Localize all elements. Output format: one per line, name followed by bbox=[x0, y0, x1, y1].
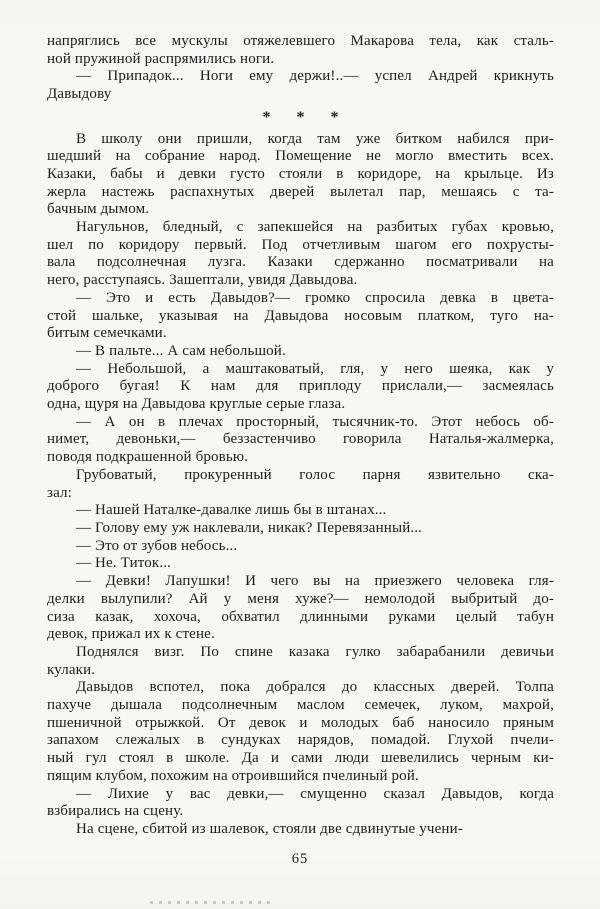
text-line: зал: bbox=[47, 484, 72, 501]
text-line: — Припадок... Ноги ему держи!..— успел Андрей крикнуть bbox=[76, 68, 554, 85]
text-line: Казаки, бабы и девки густо стояли в коридоре, на крыльце. Из bbox=[47, 165, 554, 182]
text-line: бачным дымом. bbox=[47, 201, 150, 218]
paragraph bbox=[47, 821, 554, 839]
text-line: Грубоватый, прокуренный голос парня язвительно ска- bbox=[76, 466, 554, 483]
paragraph bbox=[47, 131, 554, 220]
text-line: доброго бугая! К нам для приплоду прислали,— засмеялась bbox=[47, 378, 554, 395]
text-line: ной пружиной распрямились ноги. bbox=[47, 50, 275, 67]
scan-noise-artifact bbox=[150, 901, 270, 904]
text-line: стой шальке, указывая на Давыдова носовым платком, туго на- bbox=[47, 307, 554, 324]
paragraph bbox=[47, 68, 554, 103]
paragraph bbox=[47, 33, 554, 68]
paragraph bbox=[47, 538, 554, 556]
paragraph bbox=[47, 343, 554, 361]
paragraph bbox=[47, 520, 554, 538]
text-line: кулаки. bbox=[47, 661, 96, 678]
paragraph bbox=[47, 573, 554, 644]
text-line: сиза казак, хохоча, обхватил длинными руками целый табун bbox=[47, 608, 554, 625]
section-separator: * * * bbox=[262, 108, 350, 126]
paragraph bbox=[47, 555, 554, 573]
text-line: поводя подкрашенной бровью. bbox=[47, 449, 249, 466]
text-line: шел по коридору первый. Под отчетливым шагом его похрусты- bbox=[47, 236, 554, 253]
page-number: 65 bbox=[291, 851, 309, 867]
paragraph bbox=[47, 502, 554, 520]
text-line: — Это и есть Давыдов?— громко спросила девка в цвета- bbox=[76, 289, 554, 306]
text-line: запахом слежалых в сундуках нарядов, помадой. Глухой пчели- bbox=[47, 732, 554, 749]
text-line: битым семечками. bbox=[47, 325, 167, 342]
text-line: Давыдов вспотел, пока добрался до классных дверей. Толпа bbox=[76, 679, 554, 696]
text-line: Нагульнов, бледный, с запекшейся на разбитых губах кровью, bbox=[76, 219, 554, 236]
text-line: пящим клубом, похожим на отроившийся пчелиный рой. bbox=[47, 767, 419, 784]
text-line: пахуче дышала подсолнечным маслом семечек, луком, махрой, bbox=[47, 697, 554, 714]
text-line: пшеничной отрыжкой. От девок и молодых баб наносило пряным bbox=[47, 714, 554, 731]
text-line: напряглись все мускулы отяжелевшего Макарова тела, как сталь- bbox=[47, 33, 554, 49]
text-line: — Голову ему уж наклевали, никак? Перевязанный... bbox=[76, 519, 423, 536]
text-line: — Девки! Лапушки! И чего вы на приезжего человека гля- bbox=[76, 573, 554, 590]
text-line: взбирались на сцену. bbox=[47, 803, 184, 820]
text-block bbox=[47, 33, 554, 839]
text-line: Давыдову bbox=[47, 86, 112, 103]
text-line: — Небольшой, а маштаковатый, гля, у него шеяка, как у bbox=[76, 360, 554, 377]
text-line: — Не. Титок... bbox=[76, 555, 172, 572]
paragraph bbox=[47, 414, 554, 467]
text-line: — В пальте... А сам небольшой. bbox=[76, 342, 286, 359]
text-line: — А он в плечах просторный, тысячник-то. Этот небось об- bbox=[76, 413, 554, 430]
text-line: На сцене, сбитой из шалевок, стояли две сдвинутые учени- bbox=[76, 820, 463, 837]
text-line: жерла настежь распахнутых дверей вылетал пар, мешаясь с та- bbox=[47, 183, 554, 200]
text-line: Поднялся визг. По спине казака гулко забарабанили девичьи bbox=[76, 643, 554, 660]
paragraph bbox=[47, 219, 554, 290]
paragraph bbox=[47, 644, 554, 679]
paragraph bbox=[47, 786, 554, 821]
text-line: вала подсолнечная лузга. Казаки сдержанно посматривали на bbox=[47, 254, 554, 271]
text-line: шедший на собрание народ. Помещение не могло вместить всех. bbox=[47, 148, 554, 165]
paragraph bbox=[47, 467, 554, 502]
paragraph bbox=[47, 361, 554, 414]
text-line: нимет, девоньки,— беззастенчиво говорила Наталья-жалмерка, bbox=[47, 431, 554, 448]
paragraph bbox=[47, 290, 554, 343]
paragraph bbox=[47, 679, 554, 785]
text-line: одна, щуря на Давыдова круглые серые глаза. bbox=[47, 396, 346, 413]
text-line: девок, прижал их к стене. bbox=[47, 626, 215, 643]
text-line: ный гул стоял в школе. Да и сами люди шевелились черным ки- bbox=[47, 750, 554, 767]
text-line: В школу они пришли, когда там уже битком набился при- bbox=[76, 130, 554, 147]
text-line: — Лихие у вас девки,— смущенно сказал Давыдов, когда bbox=[76, 785, 554, 802]
text-line: — Это от зубов небось... bbox=[76, 537, 238, 554]
text-line: него, расступаясь. Зашептали, увидя Давыдова. bbox=[47, 272, 358, 289]
text-line: делки вылупили? Ай у меня хуже?— немолодой выбритый до- bbox=[47, 590, 554, 607]
text-line: — Нашей Наталке-давалке лишь бы в штанах... bbox=[76, 502, 387, 519]
